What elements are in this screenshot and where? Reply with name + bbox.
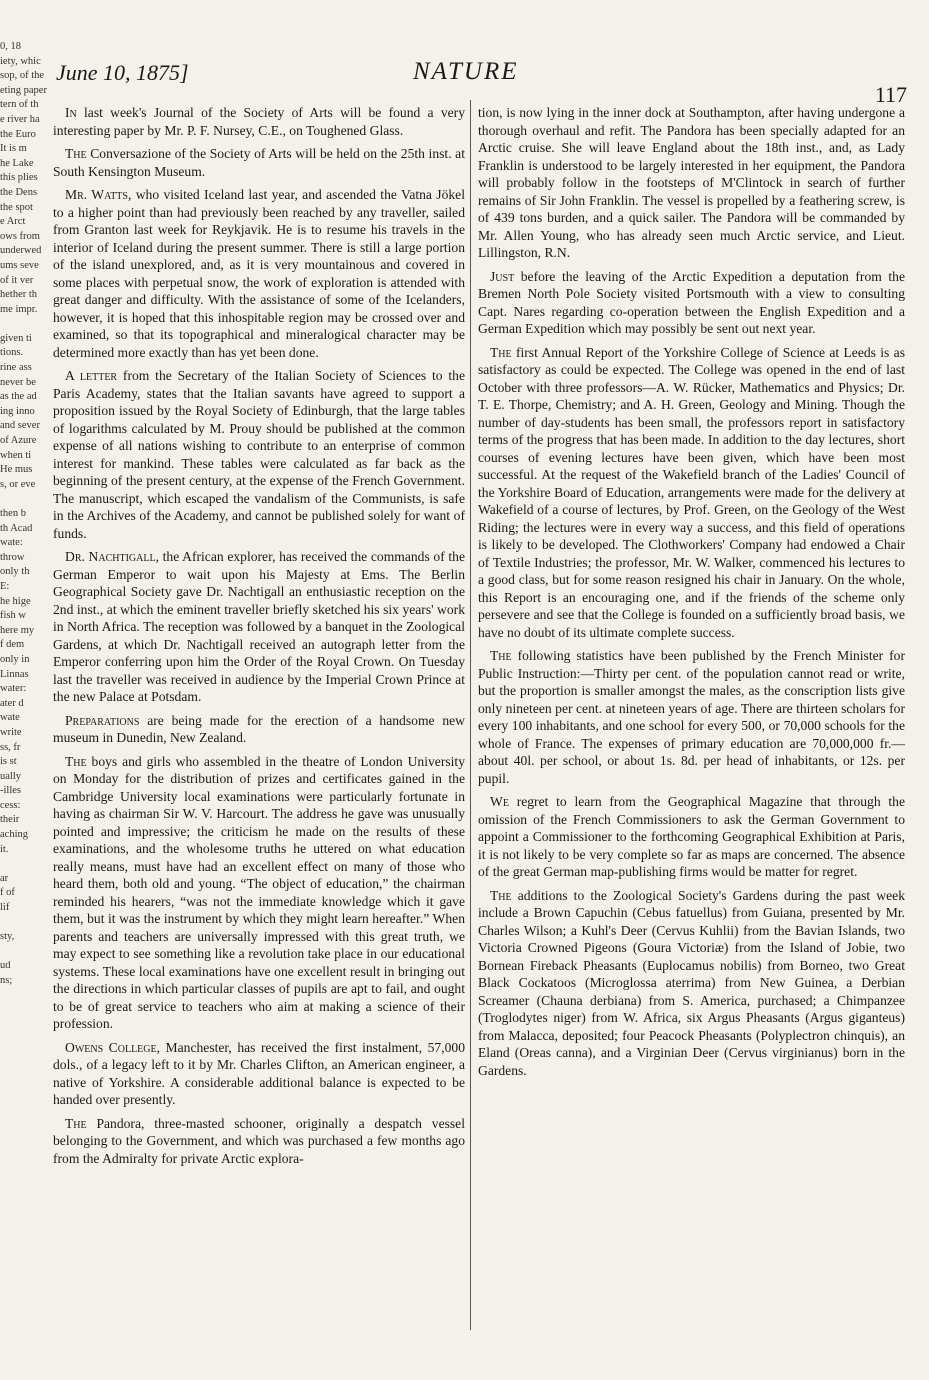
note-journal-society-arts: In last week's Journal of the Society of Arts will be found a very interesting paper by Mr. P. F. Nursey, C.E., on Toughened Glass.	[53, 105, 465, 138]
note-logarithm-tables: A letter from the Secretary of the Italian Society of Sciences to the Paris Academy, states that the Italian savants have agreed to support a proposition issued by the Royal Society of Edinburgh, that the large tables of logarithms calculated by M. Prouy should be published at the common expense of all nations wishing to contribute to an enterprise of common interest for mankind. These tables were calculated as far back as the beginning of the present century, at the expense of the French Government. The manuscript, which escaped the vandalism of the Communists, is safe in the Archives of the Academy, and cannot be published solely for want of funds.	[53, 368, 465, 541]
note-cambridge-examinations: The boys and girls who assembled in the theatre of London University on Monday for the distribution of prizes and certificates gained in the Cambridge University local examinations were particularly fortunate in having as chairman Sir W. V. Harcourt. The address he gave was unusually pointed and impressive; the criticism he made on the results of these examinations, and the wholesome truths he uttered on what education really means, must have had an excellent effect on many of those who heard them, both old and young. “The object of education,” the chairman reminded his hearers, “was not the immediate knowledge which it gave them, but it was the instrument by which they might learn hereafter.” When parents and teachers are universally impressed with this great truth, we may expect to see something like a revolution take place in our educational systems. These local examinations have one excellent result in bringing out the directions in which particular classes of pupils are apt to fail, and ought to be of great service to teachers who aim at making a science of their profession.	[53, 753, 465, 1031]
margin-fragment: rine ass	[0, 362, 32, 374]
margin-fragment: It is m	[0, 143, 27, 155]
margin-fragment: wate	[0, 712, 20, 724]
margin-fragment: only th	[0, 566, 30, 578]
margin-fragment	[0, 916, 34, 931]
margin-fragment: he hige	[0, 595, 31, 607]
note-zoological-additions: The additions to the Zoological Society's Gardens during the past week include a Brown Capuchin (Cebus fatuellus) from Guiana, presented by Mr. Charles Wilson; a Kuhl's Deer (Cervus Kuhlii) from the Bavian Islands, two Victoria Crowned Pigeons (Goura Victoriæ) from the Island of Jobie, two Bornean Fireback Pheasants (Euplocamus nobilis) from Borneo, two Great Black Cockatoos (Microglossa aterrima) from New Guinea, a Derbian Screamer (Chauna derbiana) from S. America, purchased; a Chimpanzee (Troglodytes niger) from W. Africa, six Argus Pheasants (Argus giganteus) from Malacca, deposited; four Peacock Pheasants (Polyplectron chinquis), an Eland (Oreas canna), and a Virginian Deer (Cervus virginianus) born in the Gardens.	[478, 887, 905, 1078]
margin-fragment: ater d	[0, 697, 24, 709]
margin-fragment: their	[0, 814, 20, 826]
margin-fragment: ums seve	[0, 259, 39, 271]
margin-fragment: tions.	[0, 347, 24, 359]
margin-fragment: water:	[0, 683, 27, 695]
margin-fragment: ing inno	[0, 405, 35, 417]
margin-fragment: of it ver	[0, 274, 34, 286]
margin-fragment: hether th	[0, 289, 38, 301]
margin-fragment: he Lake	[0, 157, 34, 169]
margin-fragment: throw	[0, 551, 25, 563]
margin-fragment: is st	[0, 756, 17, 768]
margin-fragment: fish w	[0, 610, 26, 622]
margin-fragment: e river ha	[0, 113, 40, 125]
margin-fragment: of Azure	[0, 435, 37, 447]
margin-fragment: tern of th	[0, 99, 39, 111]
issue-date: June 10, 1875]	[56, 60, 189, 85]
margin-fragment: as the ad	[0, 391, 37, 403]
margin-fragment: lif	[0, 902, 10, 914]
margin-fragment: -illes	[0, 785, 21, 797]
note-pandora-continued: tion, is now lying in the inner dock at Southampton, after having undergone a thorough overhaul and refit. The Pandora has been specially adapted for an Arctic cruise. She will leave England about the 18th inst., and, as Lady Franklin is understood to be largely interested in her equipment, the Pandora will probably follow in the footsteps of M'Clintock in search of further remains of Sir John Franklin. The vessel is propelled by a feathering screw, is of 439 tons burden, and a quick sailer. The Pandora will be commanded by Mr. Allen Young, who has already seen much Arctic service, and Lieut. Lillingston, R.N.	[478, 105, 905, 260]
left-column	[53, 104, 465, 1173]
margin-fragment: sty,	[0, 931, 15, 943]
note-dunedin-museum: Preparations are being made for the erection of a handsome new museum in Dunedin, New Zealand.	[53, 712, 465, 745]
margin-fragment	[0, 857, 34, 872]
margin-fragment: ud	[0, 960, 11, 972]
right-column	[478, 104, 905, 1085]
margin-fragment: f dem	[0, 639, 25, 651]
margin-fragment: aching	[0, 829, 28, 841]
note-french-statistics: The following statistics have been published by the French Minister for Public Instruction:—Thirty per cent. of the population cannot read or write, but the proportion is smaller amongst the males, as the conscription lists give only nineteen per cent. at nineteen years of age. There are thirteen scholars for every 100 inhabitants, and one school for every 500, or 70,000 schools for the whole of France. The expenses of primary education are 70,000,000 fr.—about 40l. per school, or about 1s. 8d. per head of inhabitants, or 12s. per pupil.	[478, 648, 905, 786]
margin-fragment: the spot	[0, 201, 33, 213]
margin-fragment: only in	[0, 653, 30, 665]
note-bremen-deputation: Just before the leaving of the Arctic Expedition a deputation from the Bremen North Pole Society visited Portsmouth with a view to consulting Capt. Nares regarding co-operation between the English Expedition and a German Expedition which may possibly be sent out next year.	[478, 268, 905, 336]
margin-fragment: ually	[0, 770, 21, 782]
margin-fragment: ns;	[0, 975, 13, 986]
margin-fragment: eting paper	[0, 84, 47, 96]
margin-fragment: th Acad	[0, 522, 33, 534]
note-yorkshire-college: The first Annual Report of the Yorkshire College of Science at Leeds is as satisfactory as could be expected. The College was opened in the end of last October with three professors—A. W. Rücker, Mathematics and Physics; Dr. T. E. Thorpe, Chemistry; and A. H. Green, Geology and Mining. Though the number of day-students has been small, the professors report in satisfactory terms of the progress that has been made. In addition to the day lectures, short courses of evening lectures have been given, which have been most successful. At the request of the Wakefield branch of the Ladies' Council of the Yorkshire Board of Education, arrangements were made for the delivery at Wakefield of a course of lectures, by Prof. Green, on the Geology of the West Riding; the lectures were in every way a success, and this field of operations is likely to be developed. The Clothworkers' Company had endowed a Chair of Textile Industries; the professor, Mr. W. Walker, commenced his lectures to a good class, but for some reason resigned his chair in January. On the whole, this Report is an encouraging one, and if the friends of the scheme only persevere and see that the College is founded on a sufficiently broad basis, we have no doubt of its ultimate complete success.	[478, 344, 905, 640]
margin-fragment: it.	[0, 843, 9, 855]
margin-fragment: ar	[0, 872, 9, 884]
adjacent-page-margin	[0, 40, 47, 1340]
note-watts-iceland: Mr. Watts, who visited Iceland last year, and ascended the Vatna Jökel to a higher point than had previously been reached by any traveller, sailed from Granton last week for Reykjavik. He is to resume his travels in the interior of Iceland during the present summer. There is still a large portion of the island unexplored, and, as it is very mountainous and covered in some places with perpetual snow, the work of exploration is attended with great danger and difficulty. With the assistance of some of the Icelanders, however, it is hoped that this inhospitable region may be crossed over and examined, so that its topographical and mineralogical character may be determined more exactly than has yet been done.	[53, 187, 465, 360]
margin-fragment: this plies	[0, 172, 38, 184]
margin-fragment: cess:	[0, 799, 21, 811]
margin-fragment: and sever	[0, 420, 40, 432]
margin-fragment: ows from	[0, 230, 40, 242]
margin-fragment: the Euro	[0, 128, 36, 140]
margin-fragment: then b	[0, 508, 26, 519]
note-owens-college: Owens College, Manchester, has received the first instalment, 57,000 dols., of a legacy left to it by Mr. Charles Clifton, an American engineer, a native of Yorkshire. A considerable additional balance is expected to be handed over presently.	[53, 1039, 465, 1107]
margin-fragment: underwed	[0, 245, 42, 257]
margin-fragment: sop, of the	[0, 70, 45, 82]
note-geographical-exhibition: We regret to learn from the Geographical Magazine that through the omission of the French Commissioners to ask the German Government to appoint a Commissioner to the forthcoming Geographical Exhibition at Paris, it is not likely to be very complete so far as maps are concerned. The absence of the great German map-publishing firms would be matter for regret.	[478, 794, 905, 879]
column-divider	[470, 100, 471, 1330]
margin-fragment	[0, 492, 34, 507]
note-nachtigall: Dr. Nachtigall, the African explorer, has received the commands of the German Emperor to wait upon his Majesty at Ems. The Berlin Geographical Society gave Dr. Nachtigall an enthusiastic reception on the 2nd inst., at which the eminent traveller briefly sketched his six years' work in North Africa. The reception was followed by a banquet in the Zoological Gardens, at which Dr. Nachtigall received an autograph letter from the Emperor conferring upon him the Order of the Royal Crown. On Tuesday last the traveller was received in audience by the Imperial Crown Prince at the new Palace at Potsdam.	[53, 549, 466, 704]
margin-fragment: wate:	[0, 537, 23, 549]
margin-fragment: never be	[0, 376, 36, 388]
margin-fragment: when ti	[0, 449, 32, 461]
margin-fragment	[0, 945, 34, 960]
margin-fragment: s, or eve	[0, 478, 36, 490]
margin-fragment: given ti	[0, 332, 32, 344]
margin-fragment: f of	[0, 887, 15, 899]
margin-fragment: e Arct	[0, 216, 26, 228]
margin-fragment: write	[0, 726, 22, 738]
margin-fragment: the Dens	[0, 186, 38, 198]
margin-fragment: here my	[0, 624, 35, 636]
margin-fragment: me impr.	[0, 303, 38, 315]
journal-title: NATURE	[413, 58, 519, 85]
note-conversazione: The Conversazione of the Society of Arts will be held on the 25th inst. at South Kensington Museum.	[53, 146, 465, 179]
page-number: 117	[874, 82, 907, 107]
margin-fragment: He mus	[0, 464, 33, 476]
margin-fragment: Linnas	[0, 668, 29, 680]
margin-fragment: iety, whic	[0, 55, 41, 67]
margin-fragment	[0, 317, 34, 332]
note-pandora-start: The Pandora, three-masted schooner, originally a despatch vessel belonging to the Government, and which was purchased a few months ago from the Admiralty for private Arctic explora-	[53, 1115, 465, 1166]
margin-fragment: ss, fr	[0, 741, 21, 753]
margin-fragment: E:	[0, 580, 10, 592]
margin-fragment: 0, 18	[0, 41, 21, 52]
